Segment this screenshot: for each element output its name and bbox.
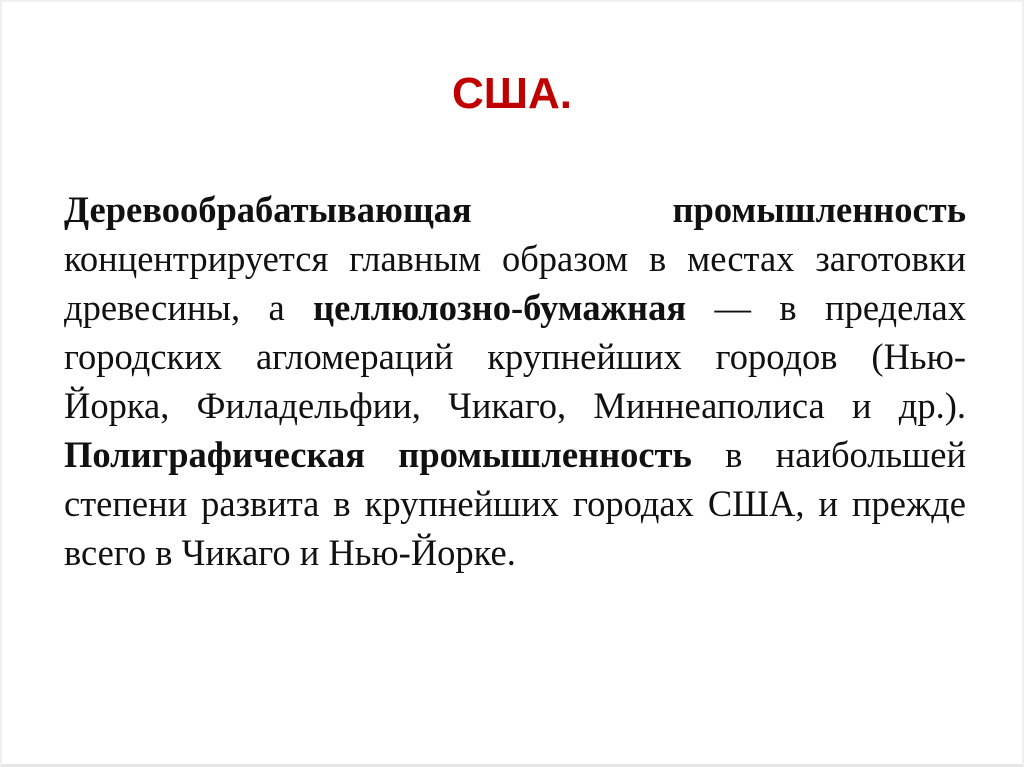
text-segment: в наибольшей степени развита в крупнейших городах США, и прежде всего в Чикаго и Нью-Йорке. (64, 434, 966, 573)
term-woodworking-industry: Деревообрабатывающая промышленность (64, 189, 966, 230)
slide-title: США. (452, 69, 572, 118)
term-pulp-paper-industry: целлюлозно-бумажная (313, 287, 687, 328)
body-paragraph (64, 185, 966, 577)
text-segment: — в пределах городских агломераций крупнейших городов (Нью-Йорка, Филадельфии, Чикаго, Миннеаполиса и др.). (64, 287, 966, 426)
term-printing-industry: Полиграфическая промышленность (64, 434, 692, 475)
text-segment: концентрируется главным образом в местах заготовки древесины, а (64, 238, 966, 328)
